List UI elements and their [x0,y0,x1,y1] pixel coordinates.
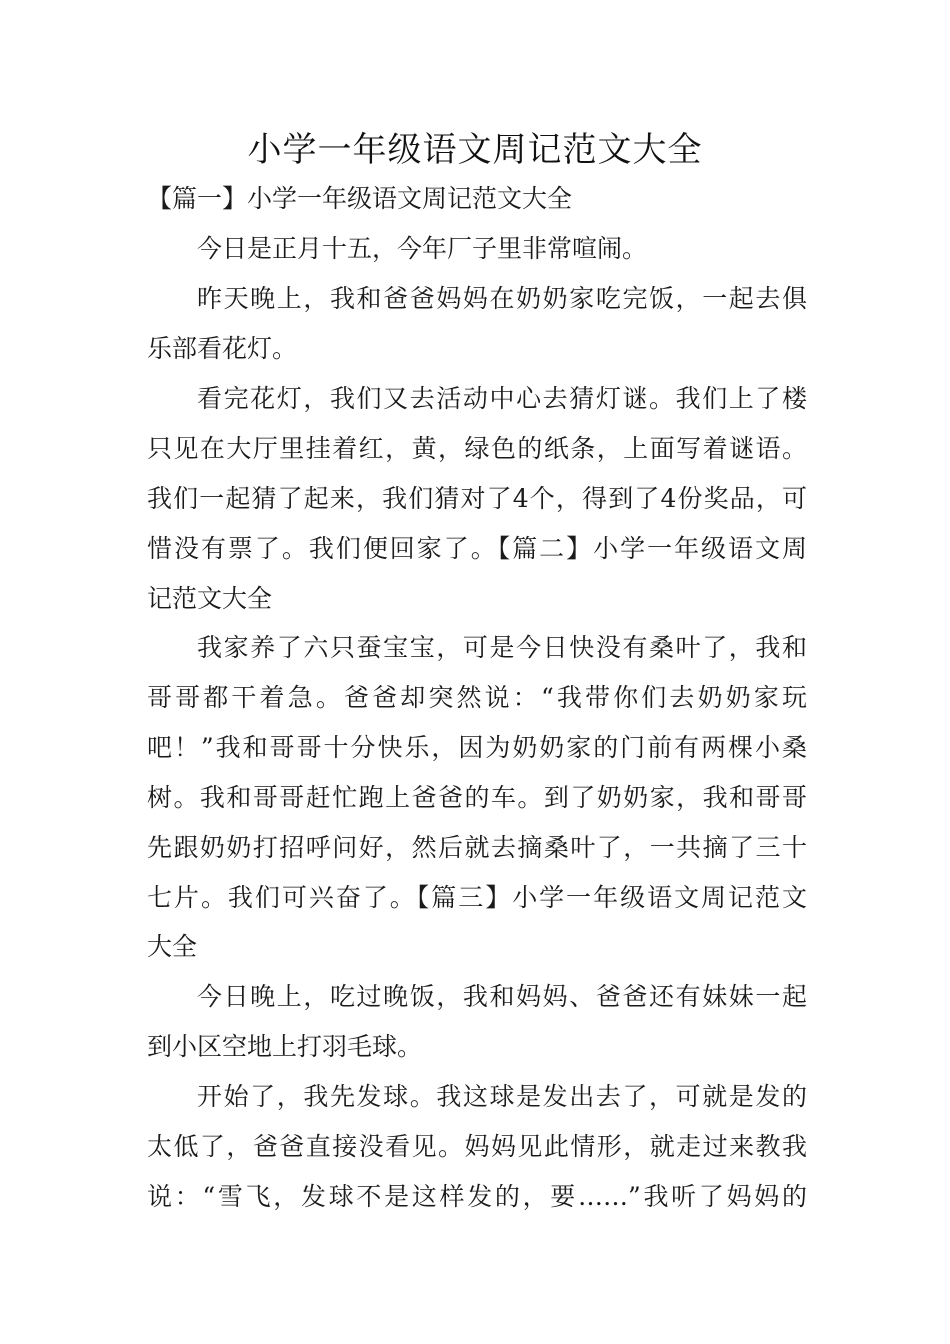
paragraph-line: 大全 [147,932,198,961]
paragraph-line: 惜没有票了。我们便回家了。【篇二】小学一年级语文周 [147,534,807,563]
paragraph-line: 先跟奶奶打招呼问好，然后就去摘桑叶了，一共摘了三十 [147,833,807,862]
paragraph-line: 到小区空地上打羽毛球。 [147,1032,423,1061]
paragraph-line: 昨天晚上，我和爸爸妈妈在奶奶家吃完饭，一起去俱 [197,284,807,313]
paragraph-line: 吧！”我和哥哥十分快乐，因为奶奶家的门前有两棵小桑 [147,733,807,762]
document-title: 小学一年级语文周记范文大全 [247,130,703,170]
paragraph-line: 只见在大厅里挂着红，黄，绿色的纸条，上面写着谜语。 [147,434,807,463]
paragraph-line: 我家养了六只蚕宝宝，可是今日快没有桑叶了，我和 [197,633,807,662]
paragraph-line: 开始了，我先发球。我这球是发出去了，可就是发的 [197,1082,807,1111]
paragraph-line: 记范文大全 [147,584,273,613]
paragraph-line: 哥哥都干着急。爸爸却突然说：“我带你们去奶奶家玩 [147,683,807,712]
paragraph-line: 我们一起猜了起来，我们猜对了4个，得到了4份奖品，可 [147,484,807,513]
paragraph-line: 今日是正月十五，今年厂子里非常喧闹。 [197,234,648,263]
paragraph-line: 乐部看花灯。 [147,334,298,363]
paragraph-line: 今日晚上，吃过晚饭，我和妈妈、爸爸还有妹妹一起 [197,982,807,1011]
paragraph-line: 树。我和哥哥赶忙跑上爸爸的车。到了奶奶家，我和哥哥 [147,783,807,812]
section-heading-1: 【篇一】小学一年级语文周记范文大全 [147,184,573,213]
paragraph-line: 看完花灯，我们又去活动中心去猜灯谜。我们上了楼 [197,384,807,413]
paragraph-line: 说：“雪飞，发球不是这样发的，要……”我听了妈妈的 [147,1182,807,1211]
paragraph-line: 七片。我们可兴奋了。【篇三】小学一年级语文周记范文 [147,883,807,912]
paragraph-line: 太低了，爸爸直接没看见。妈妈见此情形，就走过来教我 [147,1132,807,1161]
